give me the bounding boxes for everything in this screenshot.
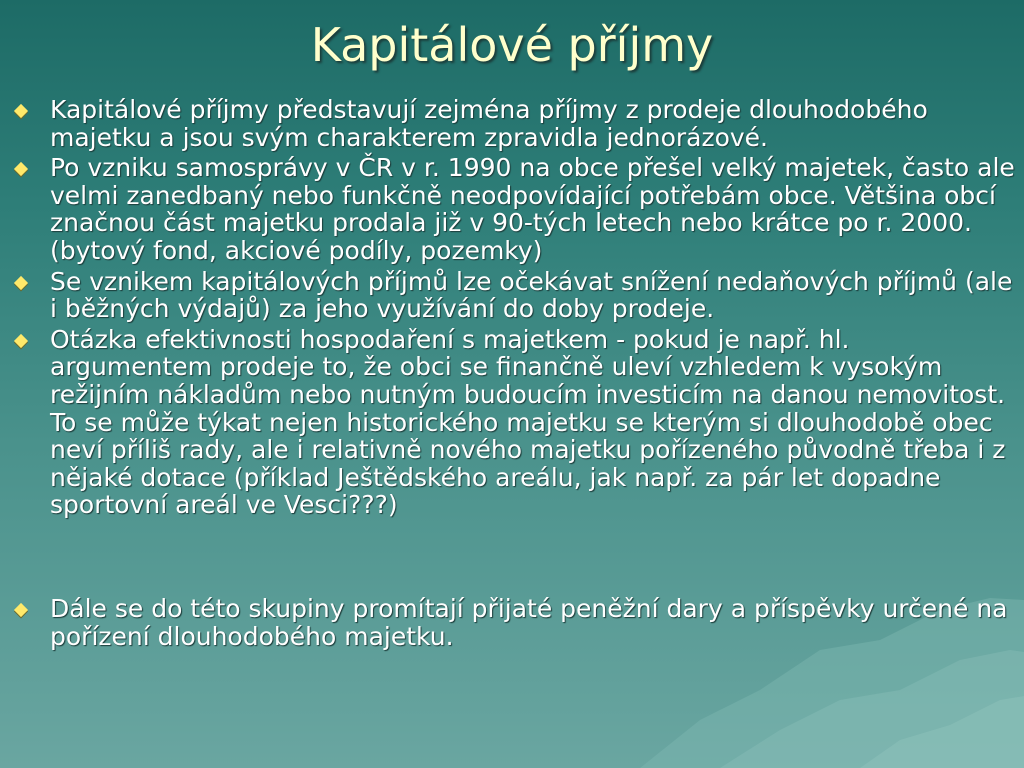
diamond-bullet-icon — [14, 603, 28, 617]
bullet-text-3: Se vznikem kapitálových příjmů lze očekávat snížení nedaňových příjmů (ale i běžných výdajů) za jeho využívání do doby prodeje. — [50, 266, 1013, 324]
bullet-item-1 — [12, 96, 1016, 151]
bullet-item-4 — [12, 326, 1016, 519]
bullet-text-1: Kapitálové příjmy představují zejména příjmy z prodeje dlouhodobého majetku a jsou svým charakterem zpravidla jednorázové. — [50, 95, 928, 152]
diamond-bullet-icon — [14, 334, 28, 348]
bullet-item-5 — [12, 595, 1016, 650]
diamond-bullet-icon — [14, 275, 28, 289]
bullet-text-5: Dále se do této skupiny promítají přijaté peněžní dary a příspěvky určené na pořízení dlouhodobého majetku. — [50, 593, 1008, 651]
bullet-text-4: Otázka efektivnosti hospodaření s majetkem - pokud je např. hl. argumentem prodeje to, že obci se finančně uleví vzhledem k vysokým režijním nákladům nebo nutným budoucím investicím na danou nemovitost. To se může týkat nejen historického majetku se kterým si dlouhodobě obec neví příliš rady, ale i relativně nového majetku pořízeného původně třeba i z nějaké dotace (příklad Ještědského areálu, jak např. za pár let dopadne sportovní areál ve Vesci???) — [50, 324, 1006, 520]
diamond-bullet-icon — [14, 162, 28, 176]
bullet-text-2: Po vzniku samosprávy v ČR v r. 1990 na obce přešel velký majetek, často ale velmi zanedbaný nebo funkčně neodpovídající potřebám obce. Většina obcí značnou část majetku prodala již v 90-tých letech nebo krátce po r. 2000. (bytový fond, akciové podíly, pozemky) — [50, 153, 1015, 265]
bullet-list — [12, 96, 1016, 653]
slide-title: Kapitálové příjmy — [310, 18, 714, 72]
bullet-item-2 — [12, 154, 1016, 264]
diamond-bullet-icon — [14, 104, 28, 118]
bullet-item-3 — [12, 268, 1016, 323]
